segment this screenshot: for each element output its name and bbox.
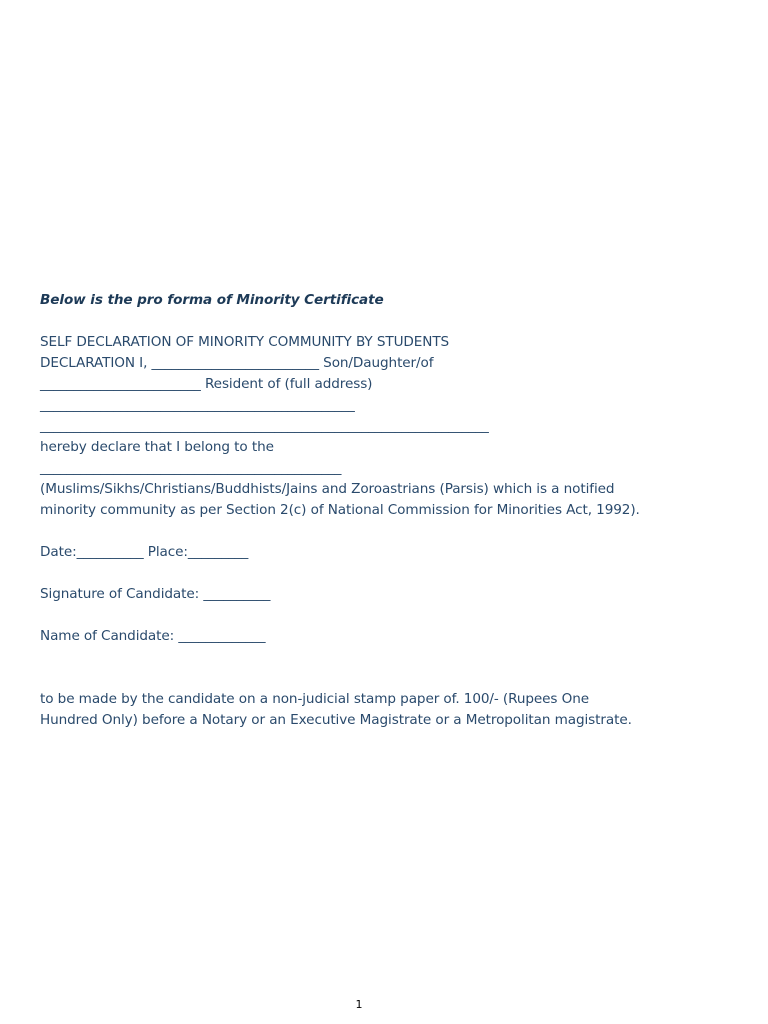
declaration-belong-line: hereby declare that I belong to the <box>40 439 274 455</box>
spacer <box>40 605 750 626</box>
act-reference-line: minority community as per Section 2(c) of National Commission for Minorities Act, 1992). <box>40 502 640 518</box>
candidate-name-line: Name of Candidate: _____________ <box>40 628 266 644</box>
community-blank-line: _____________________________________________ <box>40 460 342 476</box>
stamp-paper-note-line-2: Hundred Only) before a Notary or an Executive Magistrate or a Metropolitan magistrate. <box>40 712 632 728</box>
declaration-name-line: DECLARATION I, _________________________ Son/Daughter/of <box>40 355 434 371</box>
community-list-line: (Muslims/Sikhs/Christians/Buddhists/Jains and Zoroastrians (Parsis) which is a notified <box>40 481 615 497</box>
declaration-parent-line: ________________________ Resident of (full address) <box>40 376 373 392</box>
signature-line: Signature of Candidate: __________ <box>40 586 271 602</box>
date-place-line: Date:__________ Place:_________ <box>40 544 249 560</box>
address-blank-line-1: _______________________________________________ <box>40 397 355 413</box>
spacer <box>40 647 750 689</box>
spacer <box>40 563 750 584</box>
declaration-title: SELF DECLARATION OF MINORITY COMMUNITY BY STUDENTS <box>40 334 450 350</box>
document-heading: Below is the pro forma of Minority Certificate <box>40 292 384 308</box>
address-blank-line-2: ___________________________________________________________________ <box>40 418 489 434</box>
document-body <box>40 290 750 731</box>
stamp-paper-note-line-1: to be made by the candidate on a non-judicial stamp paper of. 100/- (Rupees One <box>40 691 590 707</box>
spacer <box>40 521 750 542</box>
page-number: 1 <box>355 998 363 1011</box>
